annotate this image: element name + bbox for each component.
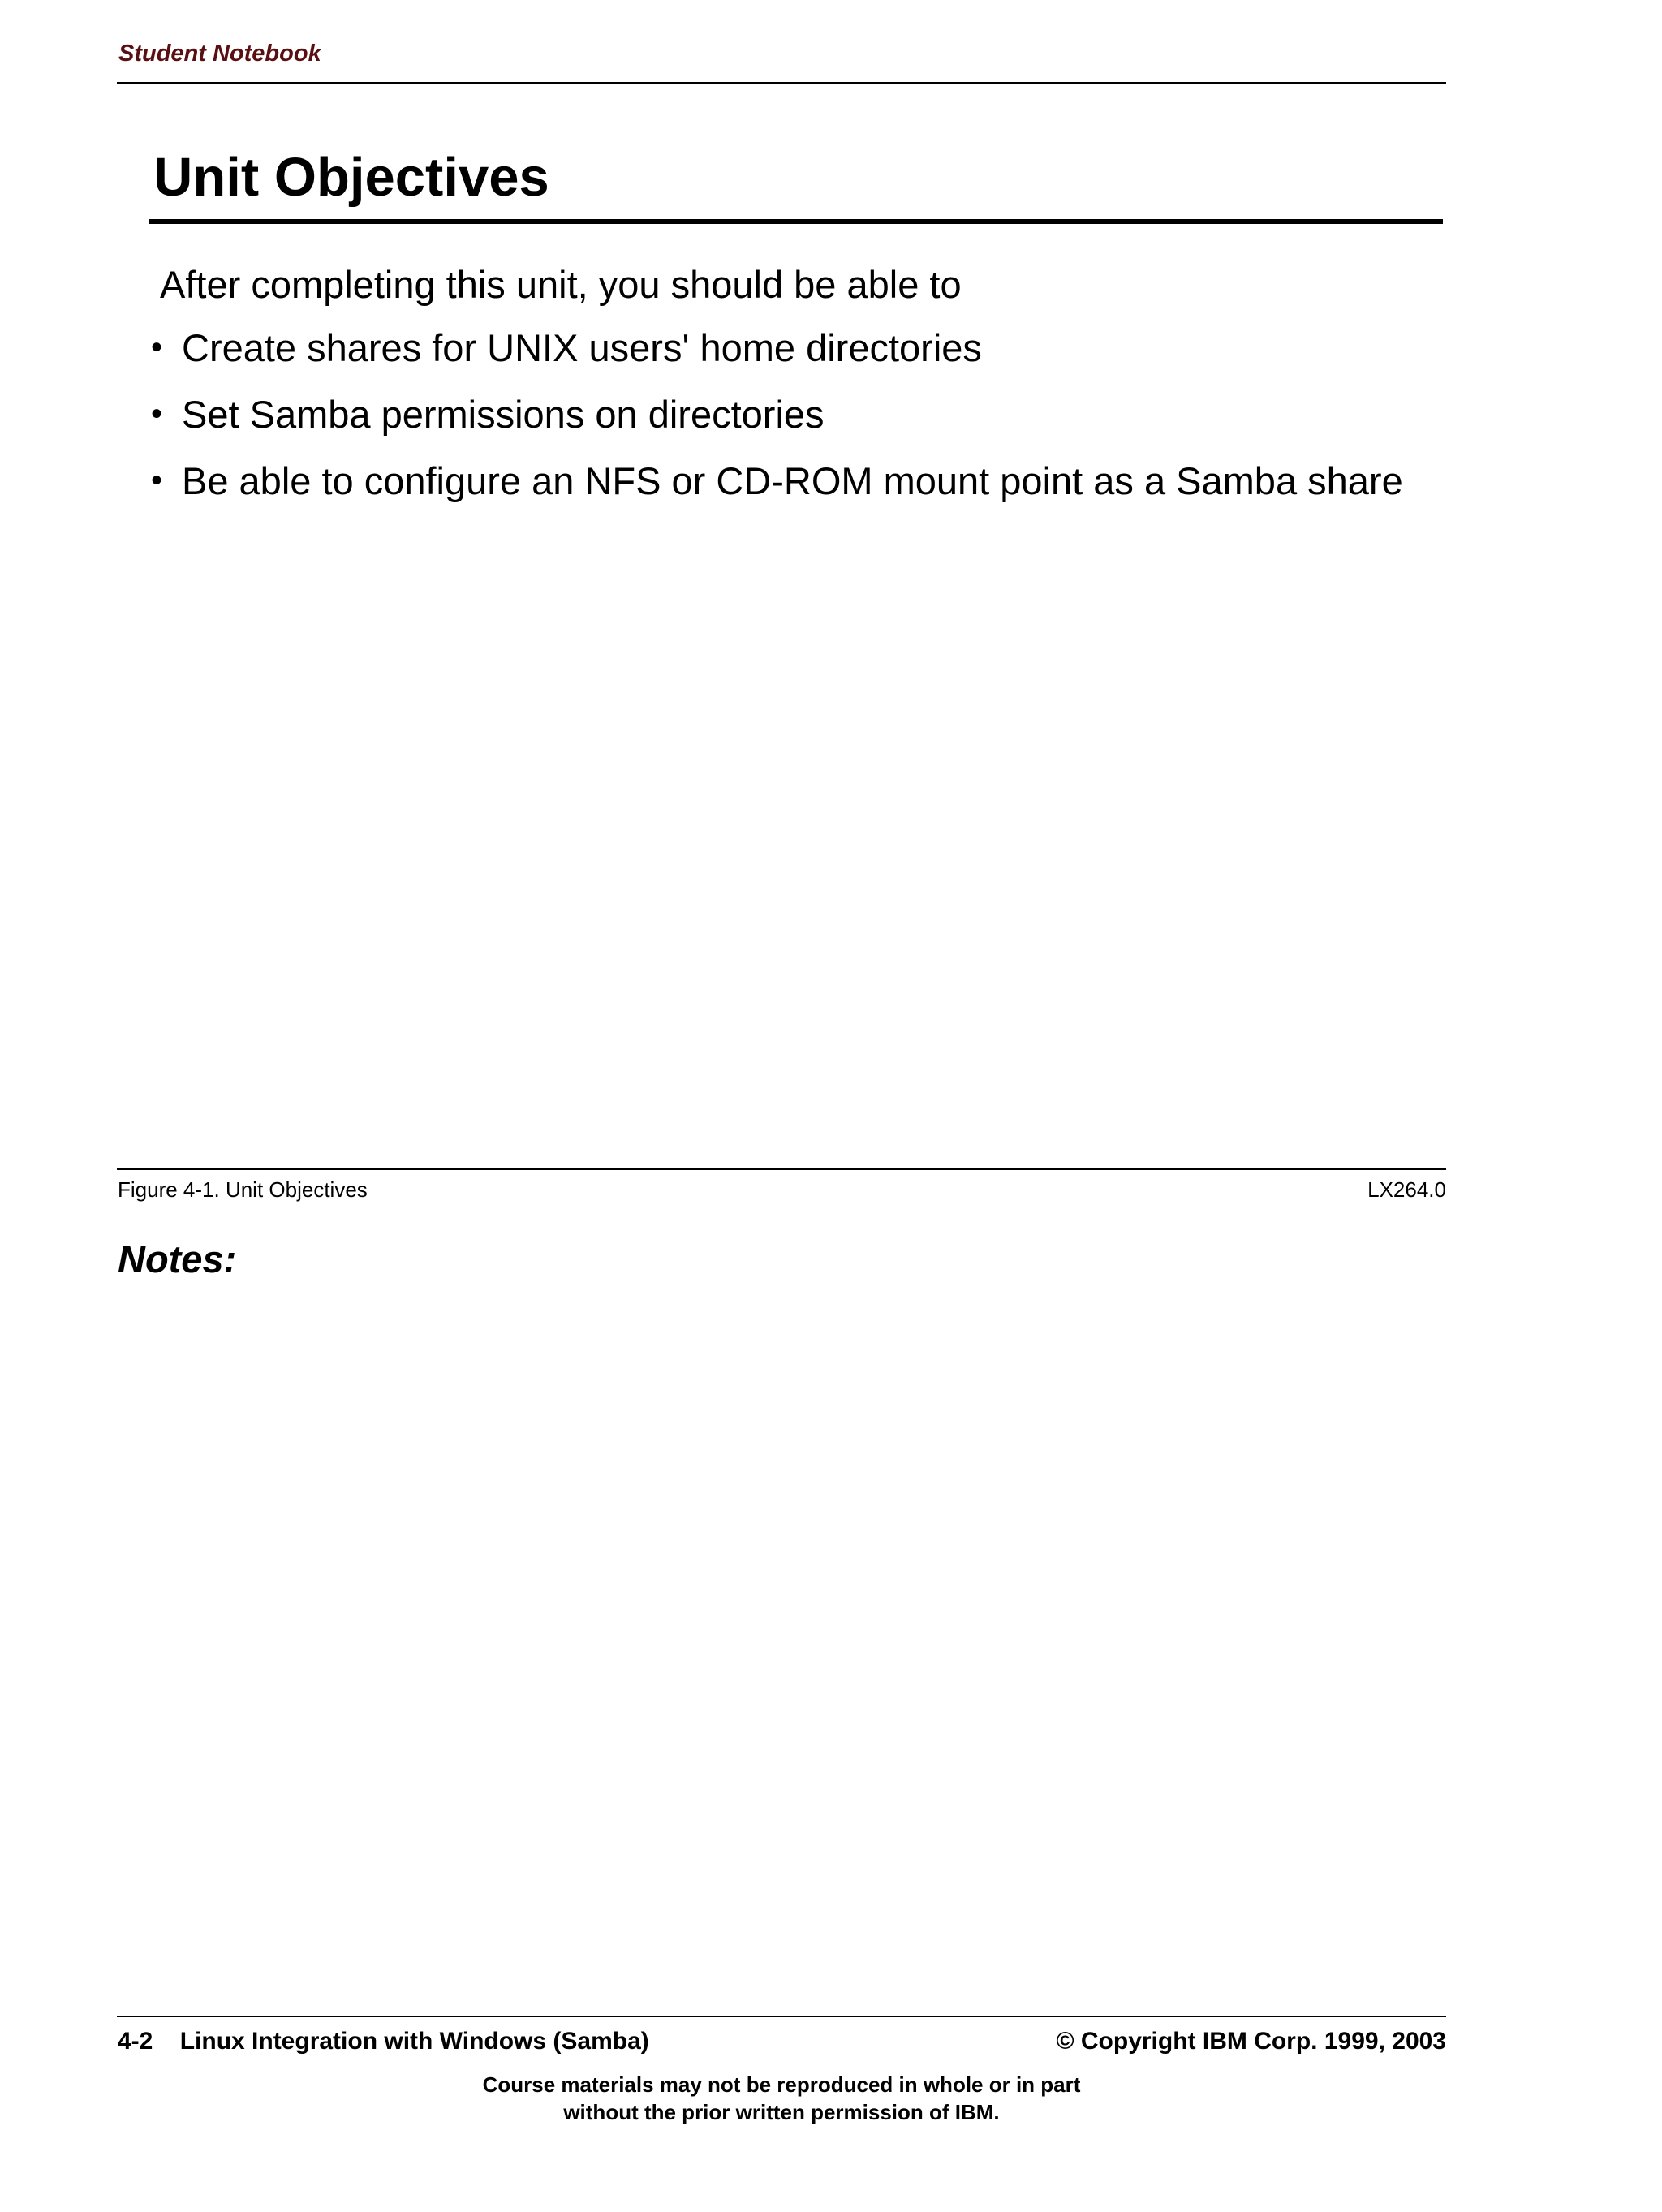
- figure-code: LX264.0: [1367, 1177, 1446, 1202]
- objective-text: Be able to configure an NFS or CD-ROM mount point as a Samba share: [182, 459, 1403, 502]
- figure-divider: [117, 1168, 1446, 1170]
- page-number: 4-2: [118, 2028, 153, 2055]
- bullet-icon: •: [151, 463, 163, 498]
- legal-notice: [117, 2071, 1446, 2126]
- objective-item: [151, 325, 1417, 370]
- objectives-list: [151, 325, 1417, 525]
- unit-title: Unit Objectives: [153, 147, 549, 208]
- objectives-intro: After completing this unit, you should be able to: [160, 263, 962, 306]
- bullet-icon: •: [151, 396, 163, 432]
- notes-heading: Notes:: [118, 1237, 237, 1280]
- copyright-notice: © Copyright IBM Corp. 1999, 2003: [1056, 2028, 1446, 2055]
- legal-line: Course materials may not be reproduced in whole or in part: [482, 2072, 1081, 2097]
- figure-caption: Figure 4-1. Unit Objectives: [118, 1177, 368, 1202]
- title-underline: [149, 219, 1443, 224]
- bullet-icon: •: [151, 329, 163, 365]
- objective-text: Create shares for UNIX users' home directories: [182, 326, 982, 369]
- running-header-label: Student Notebook: [118, 41, 321, 67]
- objective-item: [151, 392, 1417, 437]
- legal-line: without the prior written permission of IBM.: [563, 2100, 1000, 2124]
- header-divider: [117, 82, 1446, 84]
- objective-text: Set Samba permissions on directories: [182, 393, 825, 436]
- objective-item: [151, 458, 1417, 503]
- footer-divider: [117, 2016, 1446, 2017]
- footer-left: [118, 2028, 649, 2055]
- course-title: Linux Integration with Windows (Samba): [179, 2028, 649, 2055]
